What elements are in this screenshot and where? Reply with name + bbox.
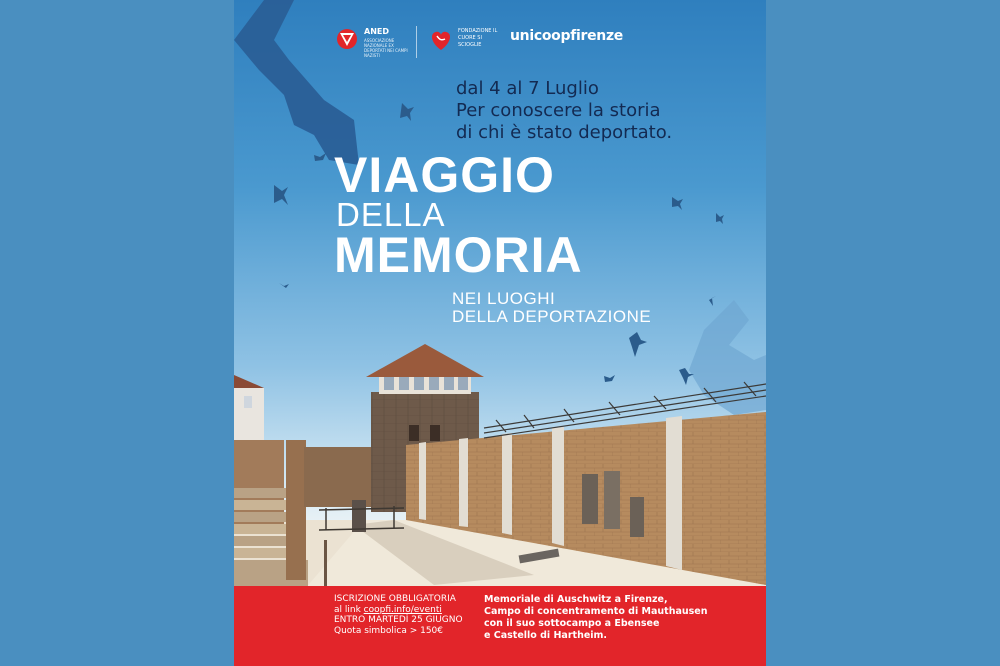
cuore-logo <box>428 24 498 60</box>
registration-fee: Quota simbolica > 150€ <box>334 625 444 636</box>
intro-line-2: di chi è stato deportato. <box>456 122 673 143</box>
place-1: Memoriale di Auschwitz a Firenze, <box>484 594 668 605</box>
subtitle <box>452 290 651 326</box>
title-line-3: MEMORIA <box>334 227 583 283</box>
title-line-2: DELLA <box>336 196 446 233</box>
aned-subtitle: ASSOCIAZIONE NAZIONALE EX DEPORTATI NEI CAMPI NAZISTI <box>364 38 408 58</box>
heart-icon <box>428 27 454 53</box>
aned-triangle-icon <box>336 28 358 50</box>
registration-link[interactable]: coopfi.info/eventi <box>363 604 442 615</box>
intro-text <box>456 78 672 144</box>
subtitle-line-2: DELLA DEPORTAZIONE <box>452 307 652 326</box>
intro-line-1: Per conoscere la storia <box>456 100 661 121</box>
partner-logos <box>334 24 664 60</box>
info-footer <box>234 586 766 666</box>
title-line-1: VIAGGIO <box>334 147 555 203</box>
poster <box>234 0 766 666</box>
main-title <box>334 147 583 283</box>
registration-link-line <box>334 605 463 616</box>
cuore-name: FONDAZIONE IL CUORE SI SCIOGLIE <box>458 28 498 48</box>
place-2: Campo di concentramento di Mauthausen <box>484 606 708 617</box>
place-3: con il suo sottocampo a Ebensee <box>484 618 660 629</box>
registration-deadline: ENTRO MARTEDÌ 25 GIUGNO <box>334 615 463 625</box>
dates: dal 4 al 7 Luglio <box>456 78 599 99</box>
coop-logo: unicoopfirenze <box>510 28 623 44</box>
registration-info <box>334 594 463 636</box>
aned-name: ANED <box>364 27 389 36</box>
aned-logo <box>334 24 414 60</box>
logo-divider <box>416 26 417 58</box>
places-list <box>484 594 708 642</box>
link-prefix: al link <box>334 604 364 615</box>
registration-required: ISCRIZIONE OBBLIGATORIA <box>334 594 456 604</box>
subtitle-line-1: NEI LUOGHI <box>452 289 556 308</box>
place-4: e Castello di Hartheim. <box>484 630 608 641</box>
